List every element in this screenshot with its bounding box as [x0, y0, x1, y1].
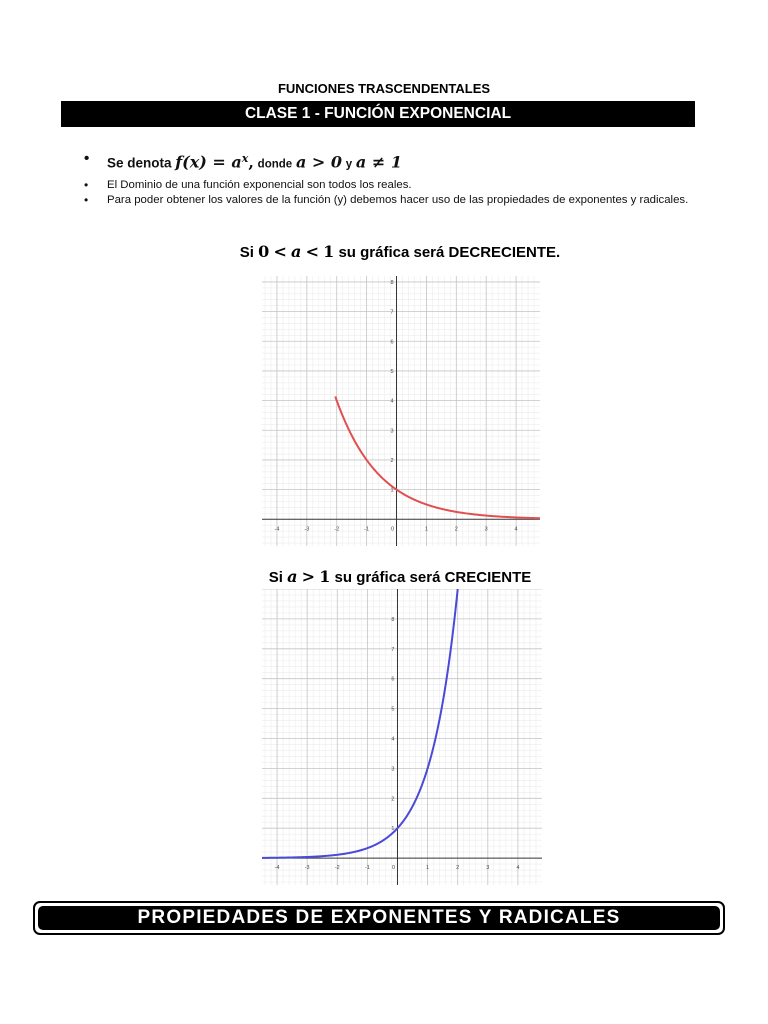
chart2-x-tick-label: -2: [334, 865, 340, 872]
chart2-x-tick-label: 4: [516, 865, 520, 872]
chart2-y-tick-label: 4: [391, 736, 395, 743]
formula-exponent: x: [241, 152, 249, 165]
graph1-title-zero: 0: [258, 242, 270, 261]
graph2-title-post: su gráfica será CRECIENTE: [334, 569, 532, 586]
graph2-title-one: 1: [319, 567, 331, 586]
graph2-title: [0, 567, 768, 586]
chart2-y-tick-label: 3: [391, 766, 395, 773]
increasing-exponential-chart: [262, 589, 542, 885]
chart2-y-tick-label: 2: [391, 796, 395, 803]
condition-a-not-one: a ≠ 1: [355, 152, 402, 172]
chart2-curve: [262, 589, 458, 858]
graph1-title-pre: Si: [239, 244, 254, 261]
chart1-x-tick-label: -2: [334, 526, 340, 533]
chart1-y-tick-label: 7: [390, 309, 394, 316]
chart2-y-tick-label: 6: [391, 676, 395, 683]
domain-bullet: • El Dominio de una función exponencial son todos los reales.: [80, 178, 700, 194]
chart2-x-tick-label: 2: [456, 865, 460, 872]
graph1-title-var: a: [291, 242, 302, 261]
chart1-x-tick-label: 1: [424, 526, 428, 533]
values-bullet: • Para poder obtener los valores de la función (y) debemos hacer uso de las propiedades de exponentes y radicales.: [80, 193, 700, 209]
chart1-x-tick-label: 4: [514, 526, 518, 533]
chart1-y-tick-label: 4: [390, 398, 394, 405]
chart2-x-tick-label: -3: [304, 865, 310, 872]
graph1-title-lt2: <: [305, 242, 319, 261]
where-text: donde: [257, 158, 293, 171]
chart1-x-tick-label: -3: [304, 526, 310, 533]
chart2-x-tick-label: -4: [274, 865, 280, 872]
graph2-title-gt: >: [301, 567, 316, 586]
definition-lead: Se denota: [107, 155, 172, 171]
graph1-title-lt1: <: [273, 242, 287, 261]
chart2-x-tick-label: 3: [486, 865, 490, 872]
chart2-y-tick-label: 8: [391, 616, 395, 623]
class-banner: CLASE 1 - FUNCIÓN EXPONENCIAL: [61, 101, 695, 127]
chart2-x-tick-label: -1: [364, 865, 370, 872]
chart2-x-tick-label: 0: [391, 865, 396, 872]
definition-bullet: [80, 146, 700, 178]
chart1-y-tick-label: 3: [390, 428, 394, 435]
graph1-title: [0, 242, 768, 261]
chart1-x-tick-label: -4: [274, 526, 280, 533]
document-title: FUNCIONES TRASCENDENTALES: [277, 81, 491, 96]
chart1-x-tick-label: 0: [390, 526, 395, 533]
chart1-y-tick-label: 6: [390, 339, 394, 346]
graph1-title-one: 1: [323, 242, 335, 261]
formula-comma: ,: [248, 152, 254, 172]
graph2-title-var: a: [287, 567, 298, 586]
chart1-x-tick-label: -1: [364, 526, 370, 533]
decreasing-exponential-chart: [262, 276, 540, 546]
chart2-y-tick-label: 1: [391, 826, 395, 833]
condition-a-positive: a > 0: [295, 152, 342, 172]
chart1-y-tick-label: 2: [390, 457, 394, 464]
chart2-x-tick-label: 1: [426, 865, 430, 872]
chart1-y-tick-label: 1: [390, 487, 394, 494]
graph2-title-pre: Si: [268, 569, 283, 586]
graph1-title-post: su gráfica será DECRECIENTE.: [338, 244, 561, 261]
chart1-x-tick-label: 3: [484, 526, 488, 533]
chart2-y-tick-label: 5: [391, 706, 395, 713]
properties-banner-text: PROPIEDADES DE EXPONENTES Y RADICALES: [38, 906, 720, 930]
chart2-y-tick-label: 7: [391, 646, 395, 653]
properties-banner: [33, 901, 725, 935]
chart1-curve: [335, 396, 540, 518]
chart1-x-tick-label: 2: [454, 526, 458, 533]
formula-fx: f(x) = a: [175, 152, 242, 172]
chart1-y-tick-label: 8: [390, 279, 394, 286]
and-text: y: [345, 158, 353, 171]
chart1-y-tick-label: 5: [390, 368, 394, 375]
bullet-list: [80, 146, 700, 209]
